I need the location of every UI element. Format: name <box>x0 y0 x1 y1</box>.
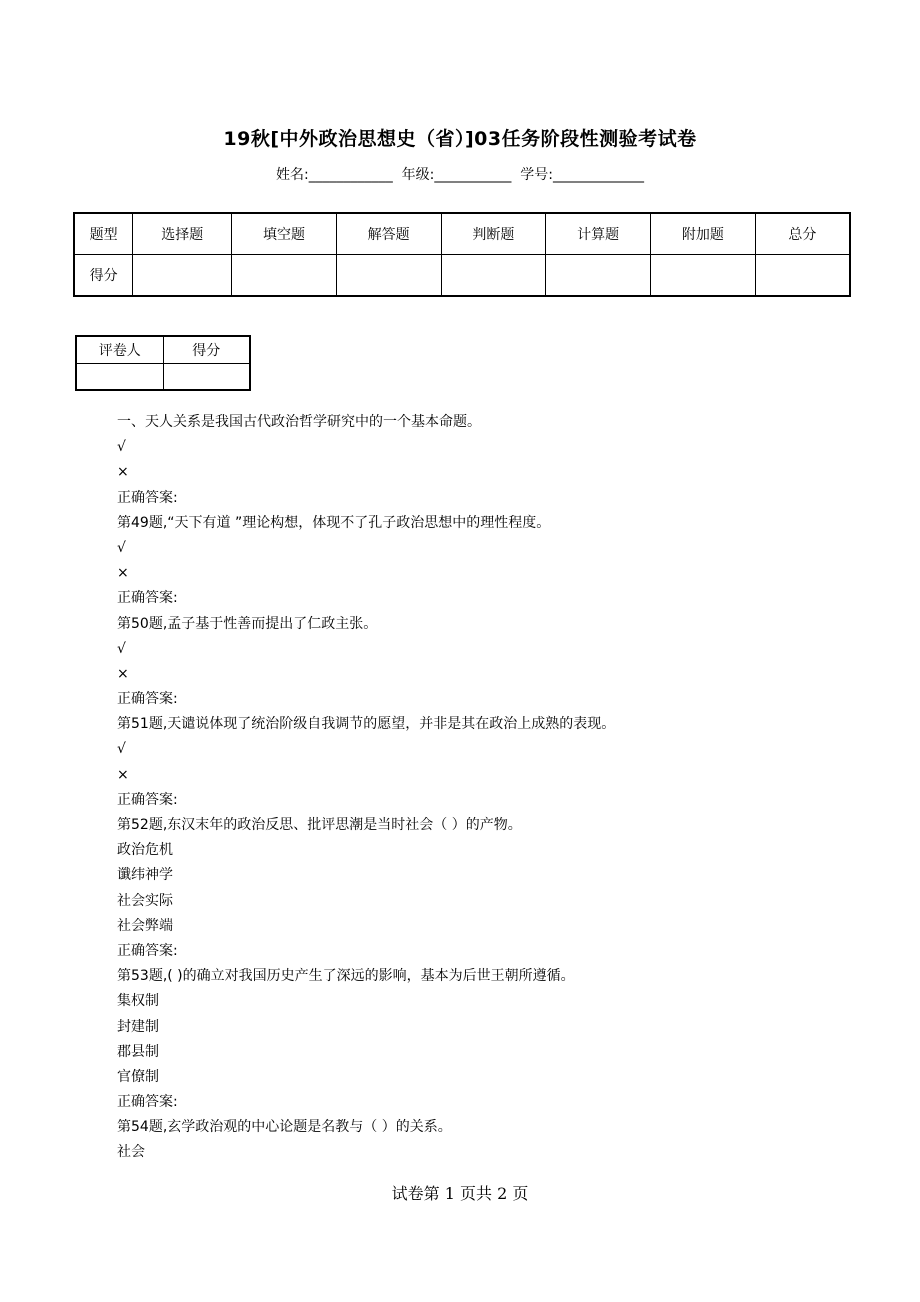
question-line: 第50题,孟子基于性善而提出了仁政主张。 <box>117 615 378 632</box>
score-cell <box>441 255 546 297</box>
question-line: 一、天人关系是我国古代政治哲学研究中的一个基本命题。 <box>117 414 481 430</box>
grader-header-cell: 得分 <box>163 336 250 364</box>
score-header-cell: 附加题 <box>650 213 755 255</box>
question-line: 第49题,“天下有道 ”理论构想，体现不了孔子政治思想中的理性程度。 <box>117 514 551 531</box>
question-line: 集权制 <box>117 993 159 1010</box>
score-cell <box>650 255 755 297</box>
score-header-cell: 判断题 <box>441 213 546 255</box>
question-list <box>117 410 877 1166</box>
score-row-label: 得分 <box>74 255 133 297</box>
question-line: 政治危机 <box>117 842 173 859</box>
score-header-cell: 填空题 <box>232 213 337 255</box>
question-line: 郡县制 <box>117 1043 159 1060</box>
question-line: 社会实际 <box>117 892 173 909</box>
exam-title: 19秋[中外政治思想史（省）]03任务阶段性测验考试卷 <box>223 128 697 150</box>
score-cell <box>232 255 337 297</box>
grader-cell <box>76 364 163 391</box>
question-line: 正确答案: <box>117 942 178 959</box>
score-header-cell: 题型 <box>74 213 133 255</box>
grade-blank: ___________ <box>434 167 512 183</box>
score-table <box>73 212 851 297</box>
score-cell <box>133 255 232 297</box>
grader-cell <box>163 364 250 391</box>
question-line: 社会 <box>117 1144 145 1161</box>
score-header-cell: 选择题 <box>133 213 232 255</box>
id-blank: _____________ <box>552 167 644 183</box>
score-cell <box>546 255 651 297</box>
score-cell <box>755 255 850 297</box>
page-footer: 试卷第 1 页共 2 页 <box>391 1184 529 1203</box>
question-line: 正确答案: <box>117 489 178 506</box>
question-line: 正确答案: <box>117 590 178 607</box>
question-line: √ <box>117 439 126 456</box>
question-line: 谶纬神学 <box>117 867 173 884</box>
question-line: 封建制 <box>117 1018 159 1035</box>
question-line: 第51题,天谴说体现了统治阶级自我调节的愿望，并非是其在政治上成熟的表现。 <box>117 716 616 733</box>
question-line: 社会弊端 <box>117 917 173 934</box>
score-cell <box>336 255 441 297</box>
question-line: 第54题,玄学政治观的中心论题是名教与（ ）的关系。 <box>117 1119 452 1136</box>
question-line: 正确答案: <box>117 791 178 808</box>
question-line: 正确答案: <box>117 691 178 708</box>
question-line: 第53题,( )的确立对我国历史产生了深远的影响，基本为后世王朝所遵循。 <box>117 968 575 985</box>
question-line: √ <box>117 741 126 758</box>
score-header-cell: 总分 <box>755 213 850 255</box>
grader-value-row <box>76 364 250 391</box>
score-table-score-row <box>74 255 850 297</box>
question-line: √ <box>117 640 126 657</box>
question-line: 官僚制 <box>117 1068 159 1085</box>
question-line: 正确答案: <box>117 1094 178 1111</box>
question-line: × <box>117 565 129 582</box>
grader-header-cell: 评卷人 <box>76 336 163 364</box>
score-table-header-row <box>74 213 850 255</box>
score-header-cell: 计算题 <box>546 213 651 255</box>
student-info <box>0 164 920 184</box>
question-line: × <box>117 464 129 481</box>
question-line: 第52题,东汉末年的政治反思、批评思潮是当时社会（ ）的产物。 <box>117 817 522 833</box>
question-line: × <box>117 766 129 783</box>
grade-label: 年级: <box>401 167 435 183</box>
score-header-cell: 解答题 <box>336 213 441 255</box>
question-line: √ <box>117 539 126 556</box>
question-line: × <box>117 665 129 682</box>
grader-header-row <box>76 336 250 364</box>
id-label: 学号: <box>520 167 553 183</box>
name-blank: ____________ <box>308 167 393 183</box>
name-label: 姓名: <box>276 167 309 183</box>
grader-table <box>75 335 251 391</box>
